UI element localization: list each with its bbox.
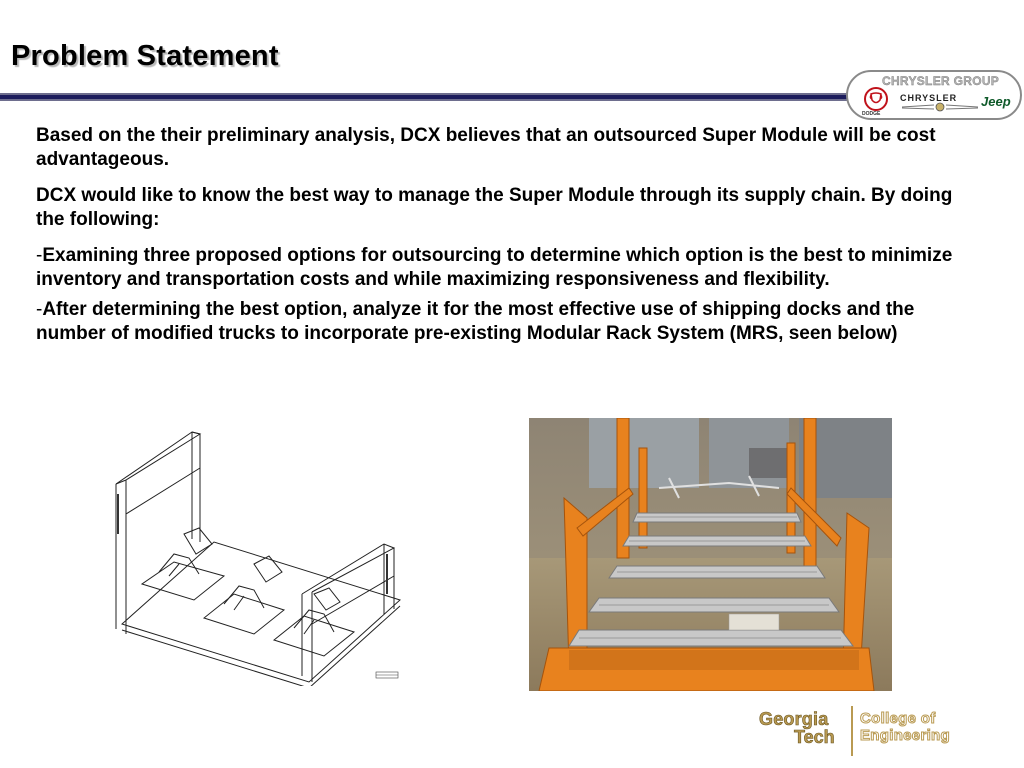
- slide-body: [36, 124, 976, 352]
- jeep-text: Jeep: [981, 94, 1011, 109]
- chrysler-wings-icon: [900, 102, 980, 112]
- bullet-item: [36, 244, 976, 292]
- bullet-marker: -: [36, 299, 43, 320]
- title-divider: [0, 93, 852, 101]
- paragraph-analysis: Based on the their preliminary analysis, DCX believes that an outsourced Super Module will be cost advantageous.: [36, 125, 936, 170]
- gt-engineering-text: Engineering: [860, 727, 950, 744]
- gt-tech-text: Tech: [794, 727, 835, 747]
- dodge-text: DODGE: [862, 111, 881, 117]
- bullet-text: After determining the best option, analyze it for the most effective use of shipping docks and the number of modified trucks to incorporate pre-existing Modular Rack System (MRS, seen below): [36, 299, 915, 344]
- gt-divider: [851, 706, 853, 756]
- dodge-ram-icon: [864, 87, 888, 111]
- gt-georgia-text: Georgia: [759, 709, 829, 729]
- chrysler-group-logo: [846, 70, 1022, 120]
- bullet-marker: -: [36, 245, 43, 266]
- georgia-tech-logo: [756, 706, 976, 756]
- paragraph-supply-chain: DCX would like to know the best way to manage the Super Module through its supply chain. By doing the following:: [36, 185, 953, 230]
- bullet-item: [36, 298, 976, 346]
- gt-college-text: College of: [860, 710, 936, 727]
- orange-rack-photo: [529, 418, 892, 691]
- rack-line-drawing: [104, 424, 404, 686]
- chrysler-text: CHRYSLER: [900, 93, 958, 103]
- slide-title: Problem Statement: [11, 40, 279, 72]
- chrysler-group-text: CHRYSLER GROUP: [882, 74, 1000, 88]
- bullet-text: Examining three proposed options for outsourcing to determine which option is the best to minimize inventory and transportation costs and while maximizing responsiveness and flexibility.: [36, 245, 953, 290]
